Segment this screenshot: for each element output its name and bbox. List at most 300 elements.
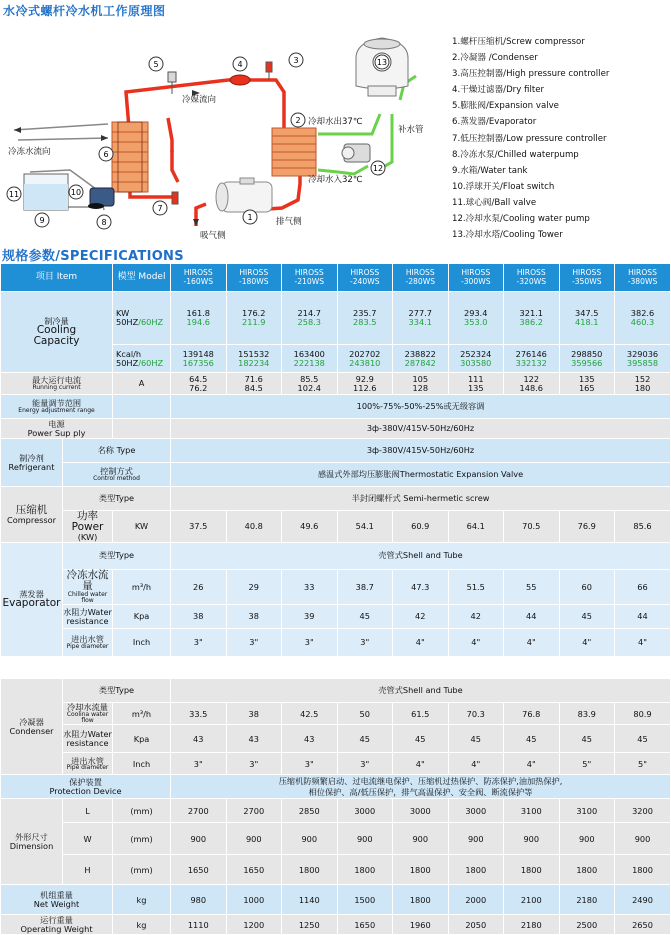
discharge-side-label: 排气侧: [276, 217, 302, 227]
dimension-W-label: W: [63, 823, 113, 855]
cooling-kw-value: [504, 292, 560, 345]
evaporator-pipe-value: 3": [337, 629, 393, 657]
legend-item: 7.低压控制器/Low pressure controller: [452, 133, 607, 144]
compressor-power-label: [63, 511, 113, 543]
cell-text: 167356: [182, 357, 214, 368]
cell-text: KW: [116, 308, 130, 319]
running-current-value: [226, 373, 282, 395]
header-row: [1, 264, 671, 292]
cell-text: 85.5: [300, 373, 319, 384]
model-name-cell: [337, 264, 393, 292]
legend-item: 5.膨胀阀/Expansion valve: [452, 101, 559, 112]
condenser-pipe-row: [1, 753, 671, 775]
evaporator-resistance-value: 38: [226, 605, 282, 629]
dimension-W-row: [1, 823, 671, 855]
condenser-pipe-value: 3": [171, 753, 227, 775]
cell-text: 64.5: [189, 373, 208, 384]
energy-row: [1, 395, 671, 419]
power-supply-row: [1, 419, 671, 439]
cell-text: Compressor: [6, 514, 57, 525]
cell-text: 252324: [460, 348, 492, 359]
cell-text: Energy adjustment range: [18, 406, 95, 414]
svg-text:9: 9: [39, 216, 45, 225]
dimension-W-value: 900: [448, 823, 504, 855]
cell-text: 235.7: [353, 308, 377, 319]
cell-text: 163400: [293, 348, 325, 359]
evaporator-flow-value: 26: [171, 569, 227, 605]
evaporator-pipe-value: 4": [504, 629, 560, 657]
dry-filter-component: [230, 75, 250, 85]
dimension-L-row: [1, 799, 671, 823]
operating-weight-value: 1110: [171, 915, 227, 935]
cell-text: 303580: [460, 357, 492, 368]
cell-text: 运行重量: [40, 915, 73, 926]
expansion-valve-component: [168, 72, 176, 94]
evaporator-resistance-value: 44: [504, 605, 560, 629]
cell-text: 283.5: [353, 317, 377, 327]
cell-text: 222138: [293, 357, 325, 368]
dimension-H-row: [1, 855, 671, 885]
dimension-H-value: 1800: [448, 855, 504, 885]
cell-text: 243810: [349, 357, 381, 368]
marker-3: [289, 53, 303, 67]
cooling-kw-value: [559, 292, 615, 345]
cooling-water-in-label: 冷却水入32℃: [308, 175, 363, 185]
cell-text: 能量调节范围: [31, 398, 82, 409]
cell-text: Operating Weight: [20, 923, 93, 934]
condenser-pipe-value: 4": [448, 753, 504, 775]
evaporator-flow-value: 51.5: [448, 569, 504, 605]
cooling-kw-value: [337, 292, 393, 345]
condenser-component: [272, 128, 316, 176]
legend-item: 12.冷却水泵/Cooling water pump: [452, 214, 590, 225]
evaporator-pipe-value: 3": [282, 629, 338, 657]
spacer-row: [1, 657, 671, 679]
cooling-kcal-value: [448, 345, 504, 373]
cell-text: 功率Power: [71, 510, 104, 534]
condenser-resistance-value: 45: [504, 725, 560, 753]
cell-text: Power Sup ply: [27, 427, 86, 438]
cell-text: 211.9: [242, 317, 266, 327]
evaporator-type-label: 类型Type: [63, 542, 171, 569]
screw-compressor-component: [216, 178, 272, 212]
dimension-W-value: 900: [171, 823, 227, 855]
high-pressure-controller: [266, 62, 272, 80]
specifications-body: [1, 264, 671, 935]
dimension-W-value: 900: [615, 823, 671, 855]
marker-2: [291, 113, 305, 127]
cell-text: 冷凝器: [19, 717, 44, 728]
cell-text: 外形尺寸: [15, 832, 48, 843]
cell-text: 386.2: [519, 317, 543, 327]
legend-item: 6.蒸发器/Evaporator: [452, 117, 537, 128]
dimension-L-value: 3000: [393, 799, 449, 823]
net-weight-value: 1800: [393, 885, 449, 915]
evaporator-flow-label: [63, 569, 113, 605]
cell-text: 238822: [404, 348, 436, 359]
cell-text: Running current: [32, 383, 81, 391]
cell-text: 蒸发器: [19, 588, 44, 599]
cooling-capacity-label: [1, 292, 113, 373]
dimension-H-value: 1800: [282, 855, 338, 885]
working-principle-diagram: [0, 22, 440, 247]
model-code: -280WS: [405, 276, 436, 286]
condenser-flow-row: [1, 703, 671, 725]
cell-text: 353.0: [464, 317, 488, 327]
cell-text: /60HZ: [138, 357, 164, 368]
condenser-flow-value: 70.3: [448, 703, 504, 725]
empty-unit-cell: [113, 419, 171, 439]
svg-text:12: 12: [372, 164, 384, 173]
operating-weight-value: 2180: [504, 915, 560, 935]
cooling-kcal-value: [504, 345, 560, 373]
cell-text: 机组重量: [40, 890, 73, 901]
dimension-H-value: 1650: [171, 855, 227, 885]
evaporator-pipe-label: [63, 629, 113, 657]
compressor-power-value: 40.8: [226, 511, 282, 543]
makeup-pipe-label: 补水管: [398, 125, 424, 135]
power-supply-value: 3ф-380V/415V-50Hz/60Hz: [171, 419, 671, 439]
cell-text: 电源: [48, 418, 65, 429]
cell-text: Control method: [93, 474, 140, 482]
model-name-cell: [171, 264, 227, 292]
evaporator-component: [112, 122, 148, 192]
running-current-row: [1, 373, 671, 395]
cooling-water-out-label: 冷却水出37℃: [308, 117, 363, 127]
cooling-kw-value: [171, 292, 227, 345]
diagram-text-labels: [8, 94, 424, 241]
cell-text: 水阻力Water: [63, 729, 112, 740]
compressor-type-row: [1, 487, 671, 511]
condenser-pipe-value: 5": [615, 753, 671, 775]
legend-item: 2.冷凝器 /Condenser: [452, 53, 538, 64]
cooling-kcal-value: [337, 345, 393, 373]
condenser-type-label: 类型Type: [63, 679, 171, 703]
refrigerant-label: [1, 439, 63, 487]
cell-text: 冷却水流量: [67, 702, 108, 713]
cell-text: Condenser: [9, 725, 54, 736]
compressor-power-value: 54.1: [337, 511, 393, 543]
cell-text: 161.8: [186, 308, 210, 319]
unit-cell: m³/h: [113, 569, 171, 605]
unit-cell: Kpa: [113, 725, 171, 753]
cell-text: 182234: [238, 357, 270, 368]
evaporator-pipe-value: 4": [393, 629, 449, 657]
cell-text: 298850: [571, 348, 603, 359]
operating-weight-value: 1650: [337, 915, 393, 935]
evaporator-resistance-value: 45: [559, 605, 615, 629]
evaporator-pipe-value: 3": [226, 629, 282, 657]
condenser-resistance-row: [1, 725, 671, 753]
marker-1: [243, 210, 257, 224]
unit-cell: kg: [113, 915, 171, 935]
cell-text: 277.7: [408, 308, 432, 319]
svg-text:10: 10: [70, 188, 82, 197]
running-current-value: [171, 373, 227, 395]
operating-weight-value: 2650: [615, 915, 671, 935]
cell-text: 334.1: [408, 317, 432, 327]
cell-text: Pipe diameter: [66, 764, 109, 772]
model-brand: HIROSS: [516, 268, 546, 278]
dimension-L-value: 3000: [448, 799, 504, 823]
unit-cell: kg: [113, 885, 171, 915]
water-tank-component: [24, 174, 68, 210]
power-supply-label: [1, 419, 113, 439]
dimension-L-value: 3100: [559, 799, 615, 823]
model-code: -240WS: [349, 276, 380, 286]
condenser-label: [1, 679, 63, 775]
evaporator-flow-row: [1, 569, 671, 605]
cell-text: 进出水管: [71, 755, 104, 766]
compressor-power-value: 60.9: [393, 511, 449, 543]
model-name-cell: [615, 264, 671, 292]
evaporator-pipe-value: 4": [448, 629, 504, 657]
dimension-W-value: 900: [337, 823, 393, 855]
evaporator-resistance-value: 44: [615, 605, 671, 629]
marker-12: [371, 161, 385, 175]
evaporator-resistance-value: 39: [282, 605, 338, 629]
cell-text: 135: [578, 373, 595, 384]
dimension-label: [1, 799, 63, 885]
cell-text: 135: [467, 382, 484, 393]
operating-weight-value: 1960: [393, 915, 449, 935]
dimension-L-value: 2850: [282, 799, 338, 823]
running-current-value: [559, 373, 615, 395]
running-current-label: [1, 373, 113, 395]
energy-label: [1, 395, 113, 419]
cell-text: 293.4: [464, 308, 488, 319]
compressor-power-value: 64.1: [448, 511, 504, 543]
energy-value: 100%-75%-50%-25%或无级容调: [171, 395, 671, 419]
unit-cell: (mm): [113, 855, 171, 885]
cell-text: 321.1: [519, 308, 543, 319]
model-brand: HIROSS: [461, 268, 491, 278]
dimension-W-value: 900: [393, 823, 449, 855]
running-current-value: [393, 373, 449, 395]
legend-item: 3.高压控制器/High pressure controller: [452, 69, 610, 80]
cell-text: 冷冻水流量: [66, 568, 109, 592]
refrigerant-type-row: [1, 439, 671, 463]
cell-text: 111: [467, 373, 484, 384]
condenser-flow-value: 83.9: [559, 703, 615, 725]
svg-text:8: 8: [101, 218, 107, 227]
operating-weight-value: 1250: [282, 915, 338, 935]
diagram-title: 水冷式螺杆冷水机工作原理图: [3, 4, 166, 18]
cooling-kw-value: [282, 292, 338, 345]
compressor-type-label: 类型Type: [63, 487, 171, 511]
svg-text:4: 4: [237, 60, 243, 69]
model-brand: HIROSS: [294, 268, 324, 278]
evaporator-type-value: 壳管式Shell and Tube: [171, 542, 671, 569]
model-brand: HIROSS: [572, 268, 602, 278]
compressor-label: [1, 487, 63, 543]
refrigerant-name-value: 3ф-380V/415V-50Hz/60Hz: [171, 439, 671, 463]
model-name-cell: [448, 264, 504, 292]
dimension-H-value: 1650: [226, 855, 282, 885]
evaporator-flow-value: 47.3: [393, 569, 449, 605]
model-code: -300WS: [460, 276, 491, 286]
control-method-label: [63, 463, 171, 487]
protection-row: [1, 775, 671, 799]
net-weight-value: 2490: [615, 885, 671, 915]
cell-text: 139148: [182, 348, 214, 359]
cell-text: 最大运行电流: [31, 375, 82, 386]
cell-text: 76.2: [189, 382, 208, 393]
cooling-water-pump-component: [342, 144, 370, 162]
dimension-W-value: 900: [504, 823, 560, 855]
unit-cell: (mm): [113, 799, 171, 823]
svg-text:7: 7: [157, 204, 163, 213]
cooling-kcal-value: [393, 345, 449, 373]
cell-text: 347.5: [575, 308, 599, 319]
cell-text: Protection Device: [49, 785, 122, 796]
cell-text: 152: [634, 373, 651, 384]
condenser-pipe-value: 3": [337, 753, 393, 775]
cooling-kcal-value: [226, 345, 282, 373]
svg-text:3: 3: [293, 56, 299, 65]
model-name-cell: [504, 264, 560, 292]
cell-text: 制冷量: [44, 315, 69, 326]
compressor-power-value: 85.6: [615, 511, 671, 543]
evaporator-resistance-label: [63, 605, 113, 629]
cell-text: 258.3: [297, 317, 321, 327]
item-header: 项目 Item: [1, 264, 113, 292]
cell-text: Chilled water flow: [67, 590, 108, 604]
condenser-flow-value: 76.8: [504, 703, 560, 725]
net-weight-value: 1500: [337, 885, 393, 915]
cell-text: 102.4: [297, 382, 321, 393]
specifications-table: [0, 263, 671, 935]
dimension-W-value: 900: [282, 823, 338, 855]
condenser-flow-value: 61.5: [393, 703, 449, 725]
cell-text: 329036: [626, 348, 659, 359]
compressor-power-value: 70.5: [504, 511, 560, 543]
condenser-pipe-value: 4": [504, 753, 560, 775]
legend-item: 4.干燥过滤器/Dry filter: [452, 85, 545, 96]
marker-10: [69, 185, 83, 199]
condenser-resistance-value: 45: [559, 725, 615, 753]
cell-text: 151532: [238, 348, 270, 359]
evaporator-flow-value: 29: [226, 569, 282, 605]
cell-text: Refrigerant: [8, 461, 55, 472]
net-weight-value: 1000: [226, 885, 282, 915]
condenser-flow-label: [63, 703, 113, 725]
marker-6: [99, 147, 113, 161]
suction-side-label: 吸气侧: [200, 231, 226, 241]
dimension-H-value: 1800: [504, 855, 560, 885]
net-weight-value: 2100: [504, 885, 560, 915]
legend-item: 9.水箱/Water tank: [452, 165, 528, 176]
cooling-kcal-value: [171, 345, 227, 373]
model-code: -350WS: [571, 276, 602, 286]
cell-text: 相位保护、高/低压保护，排气高温保护、安全阀、断流保护等: [308, 786, 533, 797]
compressor-power-row: [1, 511, 671, 543]
net-weight-value: 2000: [448, 885, 504, 915]
cell-text: 418.1: [575, 317, 599, 327]
model-code: -320WS: [516, 276, 547, 286]
low-pressure-controller: [172, 192, 178, 204]
dimension-W-value: 900: [226, 823, 282, 855]
evaporator-resistance-value: 42: [393, 605, 449, 629]
marker-8: [97, 215, 111, 229]
condenser-flow-value: 42.5: [282, 703, 338, 725]
cooling-kw-value: [448, 292, 504, 345]
compressor-power-value: 49.6: [282, 511, 338, 543]
legend-item: 10.浮球开关/Float switch: [452, 181, 555, 192]
cell-text: 382.6: [630, 308, 655, 319]
cell-text: Capacity: [33, 335, 80, 348]
empty-unit-cell: [113, 395, 171, 419]
net-weight-value: 2180: [559, 885, 615, 915]
marker-7: [153, 201, 167, 215]
cell-text: 水阻力Water: [63, 607, 112, 618]
unit-cell: A: [113, 373, 171, 395]
cell-text: Pipe diameter: [66, 642, 109, 650]
unit-cell: KW: [113, 511, 171, 543]
evaporator-resistance-value: 45: [337, 605, 393, 629]
marker-9: [35, 213, 49, 227]
dimension-L-value: 3000: [337, 799, 393, 823]
marker-5: [149, 57, 163, 71]
unit-cell: m³/h: [113, 703, 171, 725]
evaporator-resistance-value: 42: [448, 605, 504, 629]
model-name-cell: [559, 264, 615, 292]
net-weight-row: [1, 885, 671, 915]
evaporator-resistance-row: [1, 605, 671, 629]
condenser-pipe-value: 3": [226, 753, 282, 775]
svg-text:6: 6: [103, 150, 109, 159]
model-brand: HIROSS: [183, 268, 213, 278]
cell-text: Coolina water flow: [66, 710, 109, 725]
model-code: -380WS: [627, 276, 658, 286]
cell-text: 128: [412, 382, 429, 393]
condenser-resistance-value: 45: [393, 725, 449, 753]
unit-cell: (mm): [113, 823, 171, 855]
cell-text: 122: [523, 373, 540, 384]
cell-text: 105: [412, 373, 429, 384]
dimension-L-value: 2700: [226, 799, 282, 823]
cell-text: 71.6: [244, 373, 263, 384]
cell-text: 194.6: [186, 317, 210, 327]
legend-item: 13.冷却水塔/Cooling Tower: [452, 230, 563, 241]
cell-text: 332132: [515, 357, 547, 368]
cell-text: 84.5: [244, 382, 263, 393]
cell-text: 压缩机: [15, 503, 48, 516]
operating-weight-row: [1, 915, 671, 935]
legend-item: 8.冷冻水泵/Chilled waterpump: [452, 149, 579, 160]
cell-text: resistance: [66, 615, 109, 626]
cooling-kw-value: [615, 292, 671, 345]
kw-unit-cell: [113, 292, 171, 345]
cell-text: 148.6: [519, 382, 543, 393]
evaporator-type-row: [1, 542, 671, 569]
model-brand: HIROSS: [405, 268, 435, 278]
refrigerant-flow-label: 冷媒流向: [182, 95, 217, 105]
cell-text: 50HZ: [116, 357, 139, 368]
evaporator-pipe-value: 3": [171, 629, 227, 657]
svg-text:11: 11: [8, 190, 20, 199]
legend-item: 1.螺杆压缩机/Screw compressor: [452, 37, 585, 47]
dimension-L-label: L: [63, 799, 113, 823]
cell-text: 395858: [626, 357, 659, 368]
cell-text: Cooling: [36, 324, 77, 337]
condenser-resistance-label: [63, 725, 113, 753]
marker-4: [233, 57, 247, 71]
cooling-kw-value: [393, 292, 449, 345]
condenser-resistance-value: 43: [171, 725, 227, 753]
condenser-resistance-value: 43: [226, 725, 282, 753]
cell-text: 359566: [571, 357, 603, 368]
